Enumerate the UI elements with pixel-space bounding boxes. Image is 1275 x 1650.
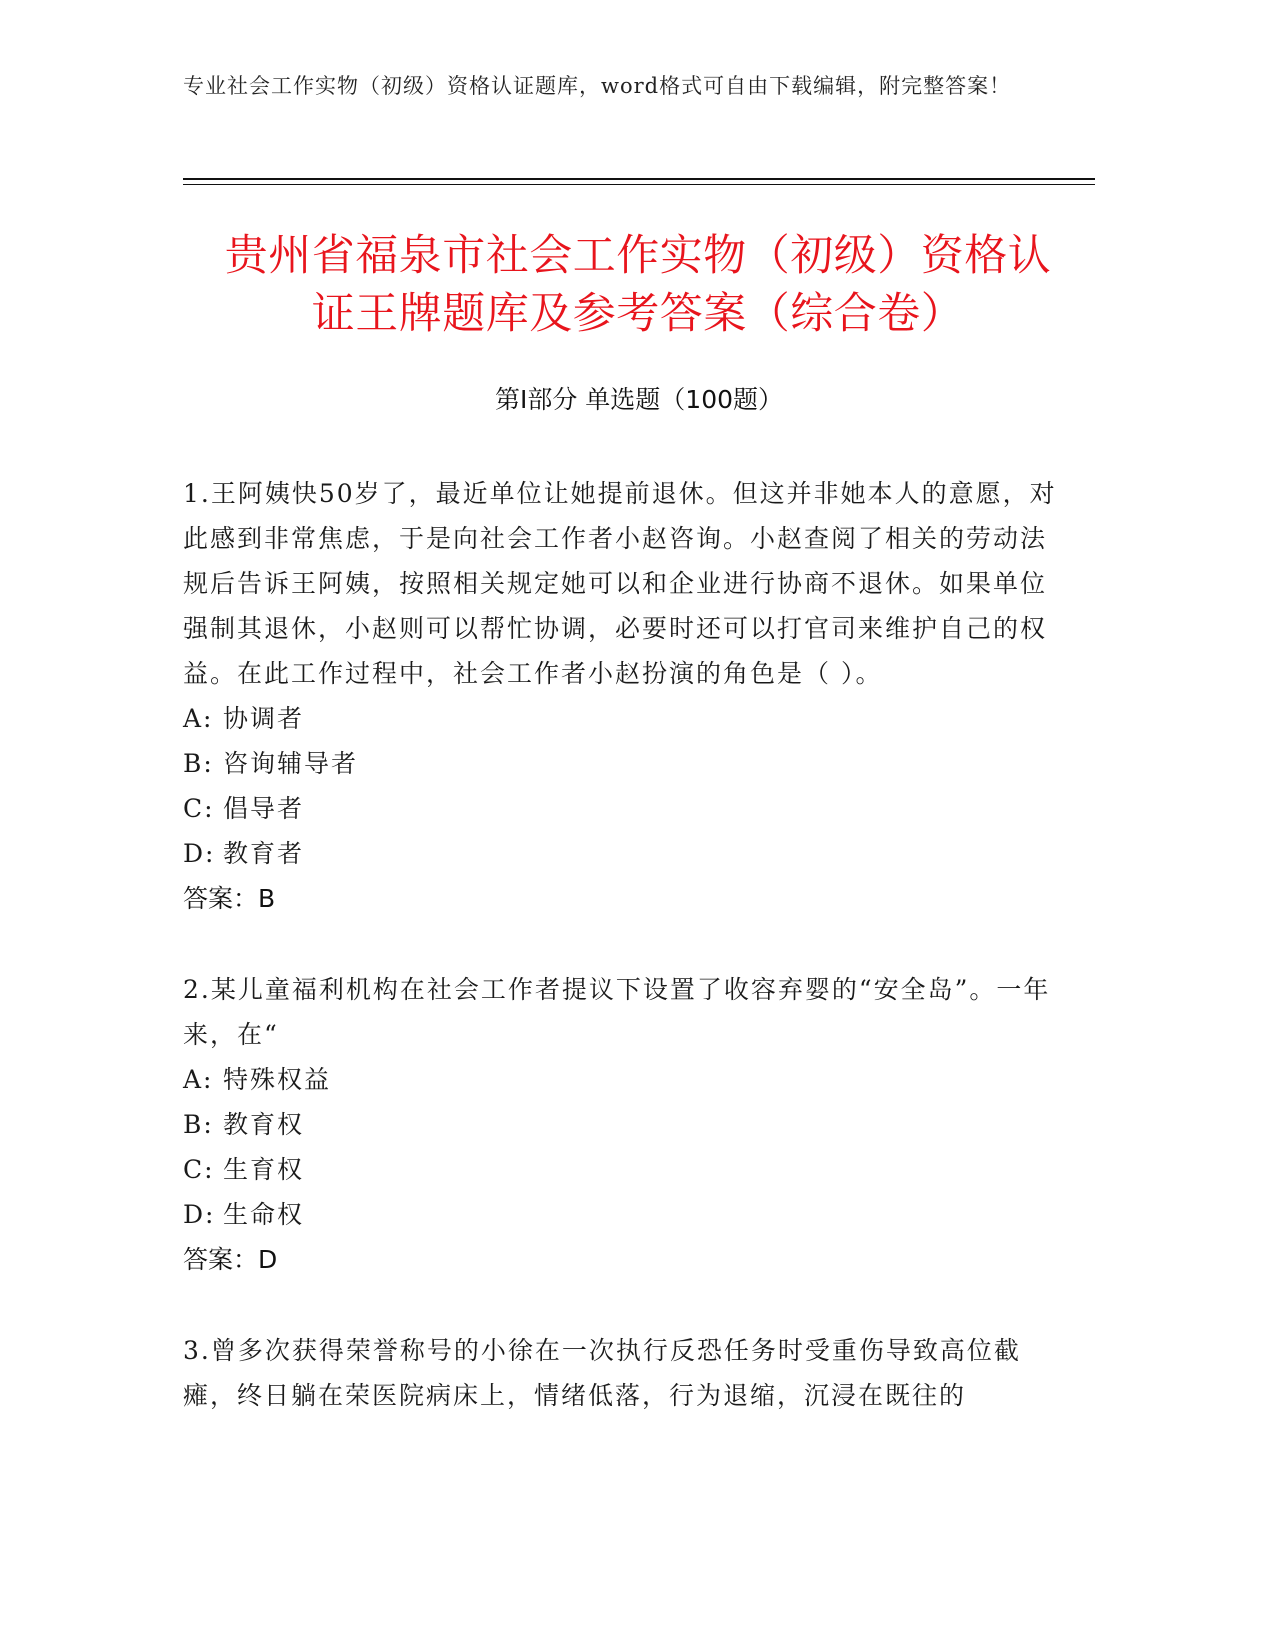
option-text: 协调者 [223, 704, 305, 733]
question-list [183, 471, 1063, 1464]
option-key: A: [183, 704, 214, 733]
option-text: 教育权 [223, 1110, 305, 1139]
option-key: A: [183, 1065, 214, 1094]
header-divider-thick [183, 178, 1095, 180]
option-key: B: [183, 749, 214, 778]
answer-line: 答案：D [183, 1245, 278, 1274]
document-title-line-1: 贵州省福泉市社会工作实物（初级）资格认 [224, 231, 1052, 281]
question-stem: 2.某儿童福利机构在社会工作者提议下设置了收容弃婴的“安全岛”。一年来，在“ [183, 975, 1051, 1049]
question-1 [183, 471, 1063, 921]
option-text: 咨询辅导者 [223, 749, 359, 778]
section-title: 第Ⅰ部分 单选题（100题） [494, 385, 784, 414]
header-note: 专业社会工作实物（初级）资格认证题库，word格式可自由下载编辑，附完整答案！ [183, 74, 1012, 98]
option-text: 生育权 [223, 1155, 305, 1184]
option-key: D: [183, 1200, 216, 1229]
option-b [183, 741, 1063, 786]
option-d [183, 831, 1063, 876]
option-key: D: [183, 839, 216, 868]
header-divider-thin [183, 184, 1095, 185]
option-c [183, 786, 1063, 831]
option-text: 生命权 [223, 1200, 305, 1229]
question-stem: 3.曾多次获得荣誉称号的小徐在一次执行反恐任务时受重伤导致高位截瘫，终日躺在荣医院病床上，情绪低落，行为退缩，沉浸在既往的 [183, 1336, 1021, 1410]
option-a [183, 696, 1063, 741]
option-d [183, 1192, 1063, 1237]
document-title-line-2: 证王牌题库及参考答案（综合卷） [311, 289, 965, 339]
option-a [183, 1057, 1063, 1102]
question-2 [183, 967, 1063, 1282]
option-c [183, 1147, 1063, 1192]
question-3 [183, 1328, 1063, 1418]
option-key: C: [183, 794, 215, 823]
option-text: 倡导者 [223, 794, 305, 823]
option-text: 教育者 [223, 839, 305, 868]
option-key: B: [183, 1110, 214, 1139]
option-key: C: [183, 1155, 215, 1184]
option-b [183, 1102, 1063, 1147]
document-title [183, 227, 1093, 343]
question-stem: 1.王阿姨快50岁了，最近单位让她提前退休。但这并非她本人的意愿，对此感到非常焦虑，于是向社会工作者小赵咨询。小赵查阅了相关的劳动法规后告诉王阿姨，按照相关规定她可以和企业进行协商不退休。如果单位强制其退休，小赵则可以帮忙协调，必要时还可以打官司来维护自己的权益。在此工作过程中，社会工作者小赵扮演的角色是（ ）。 [183, 479, 1057, 688]
option-text: 特殊权益 [223, 1065, 332, 1094]
answer-line: 答案：B [183, 884, 276, 913]
